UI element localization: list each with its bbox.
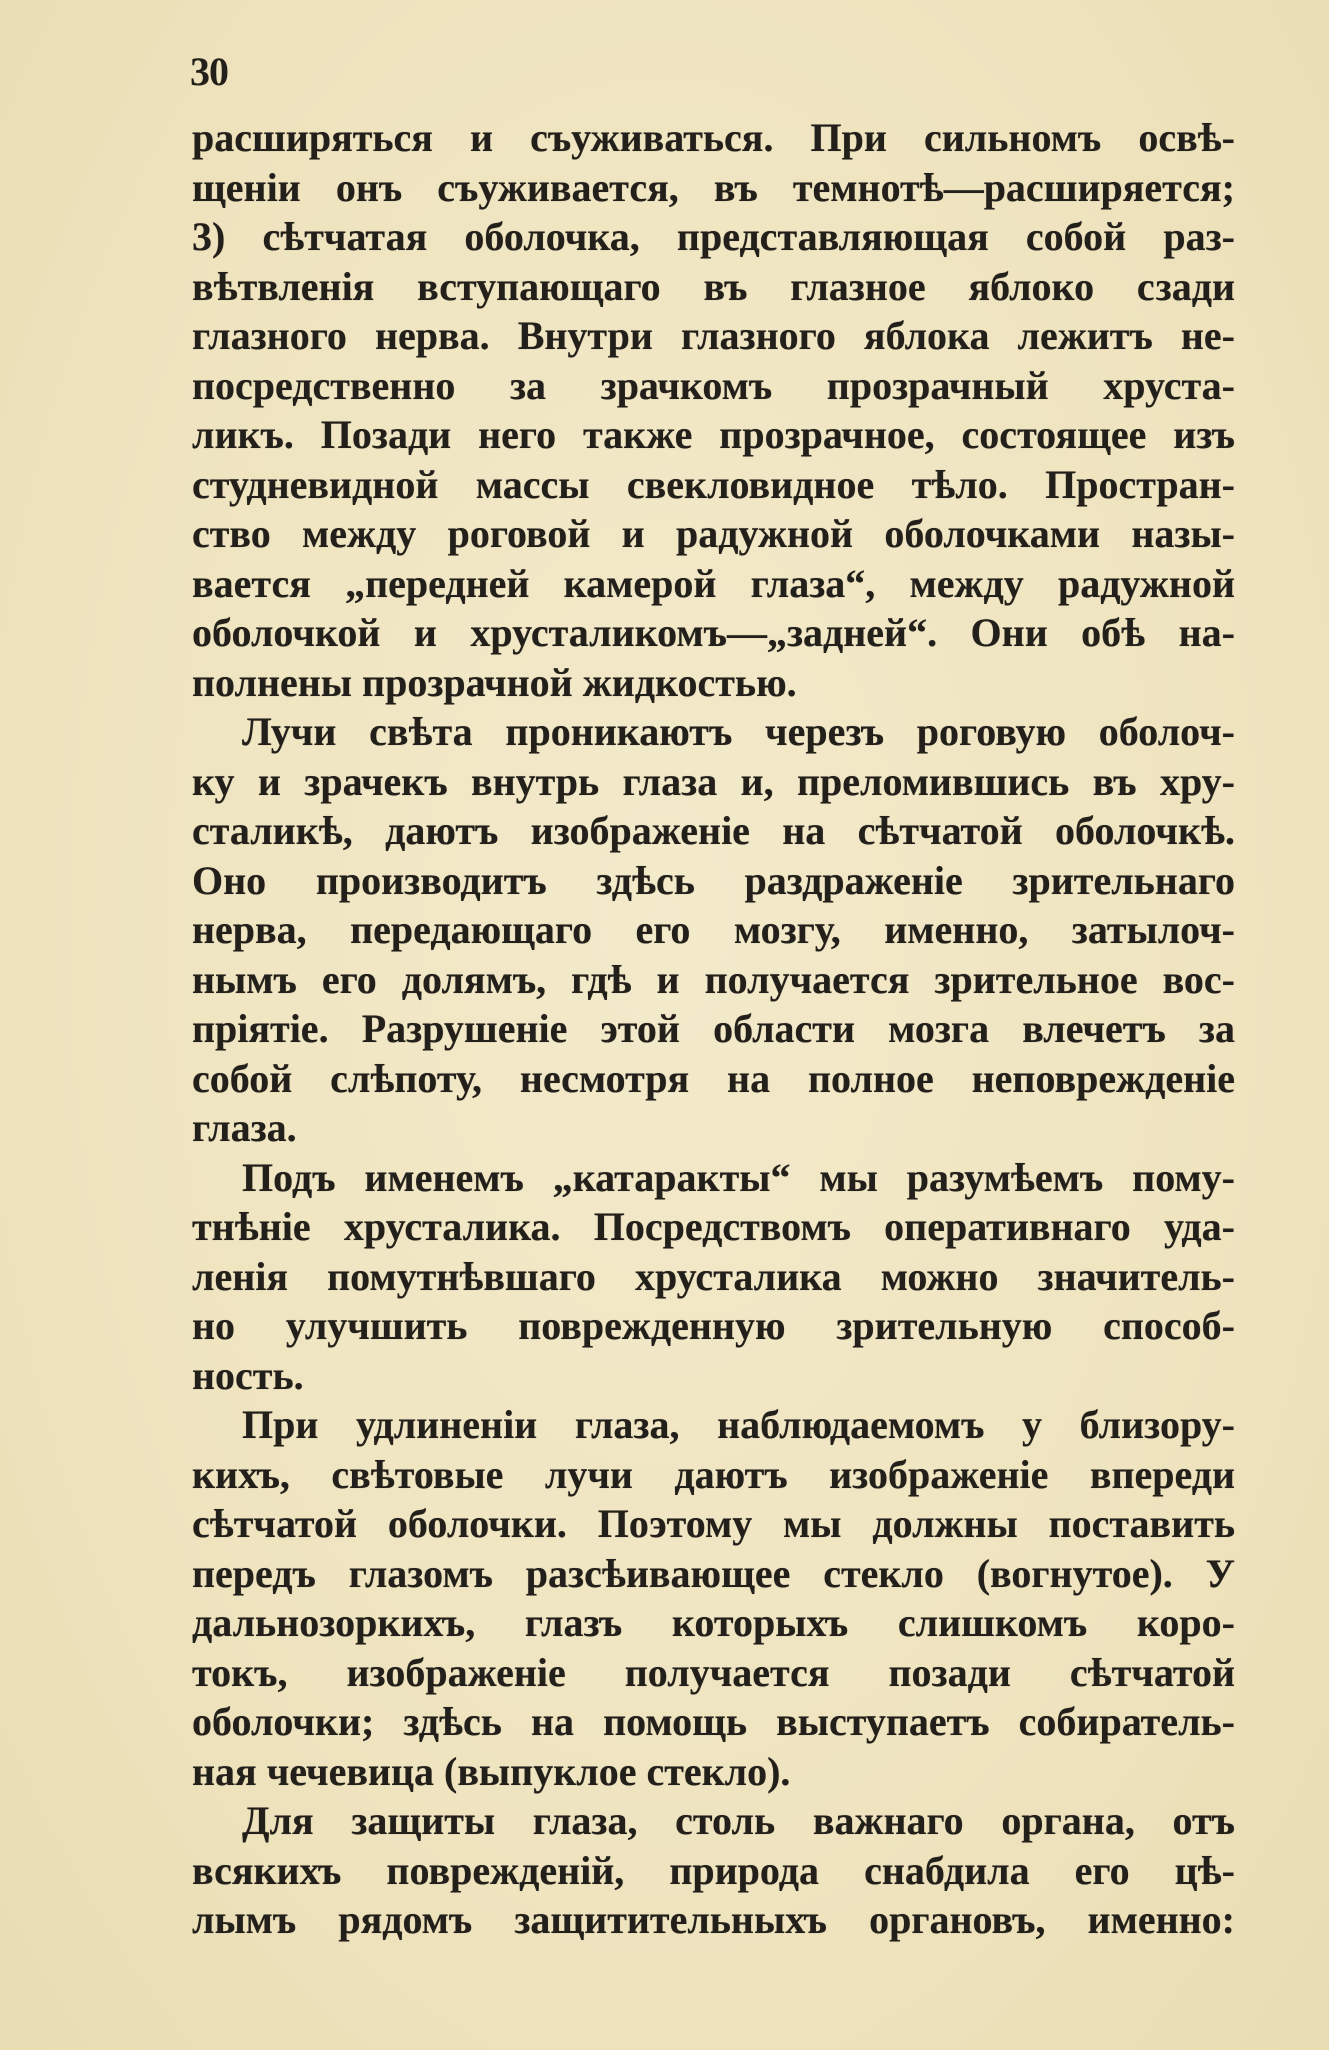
text-line: вѣтвленія вступающаго въ глазное яблоко сзади [192, 263, 1235, 309]
text-line: глаза. [192, 1105, 297, 1150]
text-line: ленія помутнѣвшаго хрусталика можно значитель- [192, 1253, 1235, 1299]
text-line: нерва, передающаго его мозгу, именно, затылоч- [192, 907, 1235, 952]
text-line: но улучшить поврежденную зрительную способ- [192, 1303, 1235, 1348]
text-line: ность. [192, 1352, 304, 1398]
text-line: студневидной массы свекловидное тѣло. Простран- [192, 461, 1235, 507]
text-line: собой слѣпоту, несмотря на полное неповрежденіе [192, 1055, 1235, 1101]
text-line: Лучи свѣта проникаютъ черезъ роговую оболоч- [242, 709, 1235, 754]
text-line: передъ глазомъ разсѣивающее стекло (вогнутое). У [192, 1550, 1235, 1596]
text-line: лымъ рядомъ защитительныхъ органовъ, именно: [192, 1897, 1235, 1942]
text-line: 3) сѣтчатая оболочка, представляющая собой раз- [192, 214, 1235, 259]
text-line: токъ, изображеніе получается позади сѣтчатой [192, 1649, 1235, 1695]
text-line: ку и зрачекъ внутрь глаза и, преломившись въ хру- [192, 758, 1235, 804]
text-line: сталикѣ, даютъ изображеніе на сѣтчатой оболочкѣ. [192, 808, 1235, 853]
text-line: ная чечевица (выпуклое стекло). [192, 1748, 791, 1794]
text-line: вается „передней камерой глаза“, между радужной [192, 560, 1235, 606]
text-line: пріятіе. Разрушеніе этой области мозга влечетъ за [192, 1006, 1235, 1051]
text-line: Оно производитъ здѣсь раздраженіе зрительнаго [192, 857, 1235, 903]
text-line: Подъ именемъ „катаракты“ мы разумѣемъ пому- [242, 1154, 1235, 1200]
text-line: сѣтчатой оболочки. Поэтому мы должны поставить [192, 1501, 1235, 1546]
text-line: нымъ его долямъ, гдѣ и получается зрительное вос- [192, 956, 1235, 1002]
paragraph [192, 1796, 1235, 1945]
text-line: всякихъ поврежденій, природа снабдила его цѣ- [192, 1847, 1235, 1893]
paragraph [192, 1400, 1235, 1796]
text-line: ство между роговой и радужной оболочками назы- [192, 511, 1235, 556]
paragraph [192, 113, 1235, 707]
text-line: ликъ. Позади него также прозрачное, состоящее изъ [192, 412, 1235, 457]
text-line: оболочкой и хрусталикомъ—„задней“. Они обѣ на- [192, 610, 1235, 655]
text-line: щеніи онъ съуживается, въ темнотѣ—расширяется; [192, 164, 1235, 210]
text-line: глазного нерва. Внутри глазного яблока лежитъ не- [192, 313, 1235, 358]
text-line: тнѣніе хрусталика. Посредствомъ оперативнаго уда- [192, 1204, 1235, 1249]
text-line: оболочки; здѣсь на помощь выступаетъ собиратель- [192, 1699, 1235, 1744]
text-line: При удлиненіи глаза, наблюдаемомъ у близору- [242, 1402, 1235, 1447]
text-line: дальнозоркихъ, глазъ которыхъ слишкомъ коро- [192, 1600, 1235, 1645]
text-line: Для защиты глаза, столь важнаго органа, отъ [242, 1798, 1235, 1843]
text-line: кихъ, свѣтовые лучи даютъ изображеніе впереди [192, 1451, 1235, 1497]
text-line: посредственно за зрачкомъ прозрачный хруста- [192, 362, 1235, 408]
text-line: расширяться и съуживаться. При сильномъ освѣ- [192, 115, 1235, 160]
page-number: 30 [190, 49, 228, 94]
text-block [192, 113, 1235, 1945]
text-line: полнены прозрачной жидкостью. [192, 659, 797, 705]
paragraph [192, 707, 1235, 1153]
paragraph [192, 1153, 1235, 1401]
